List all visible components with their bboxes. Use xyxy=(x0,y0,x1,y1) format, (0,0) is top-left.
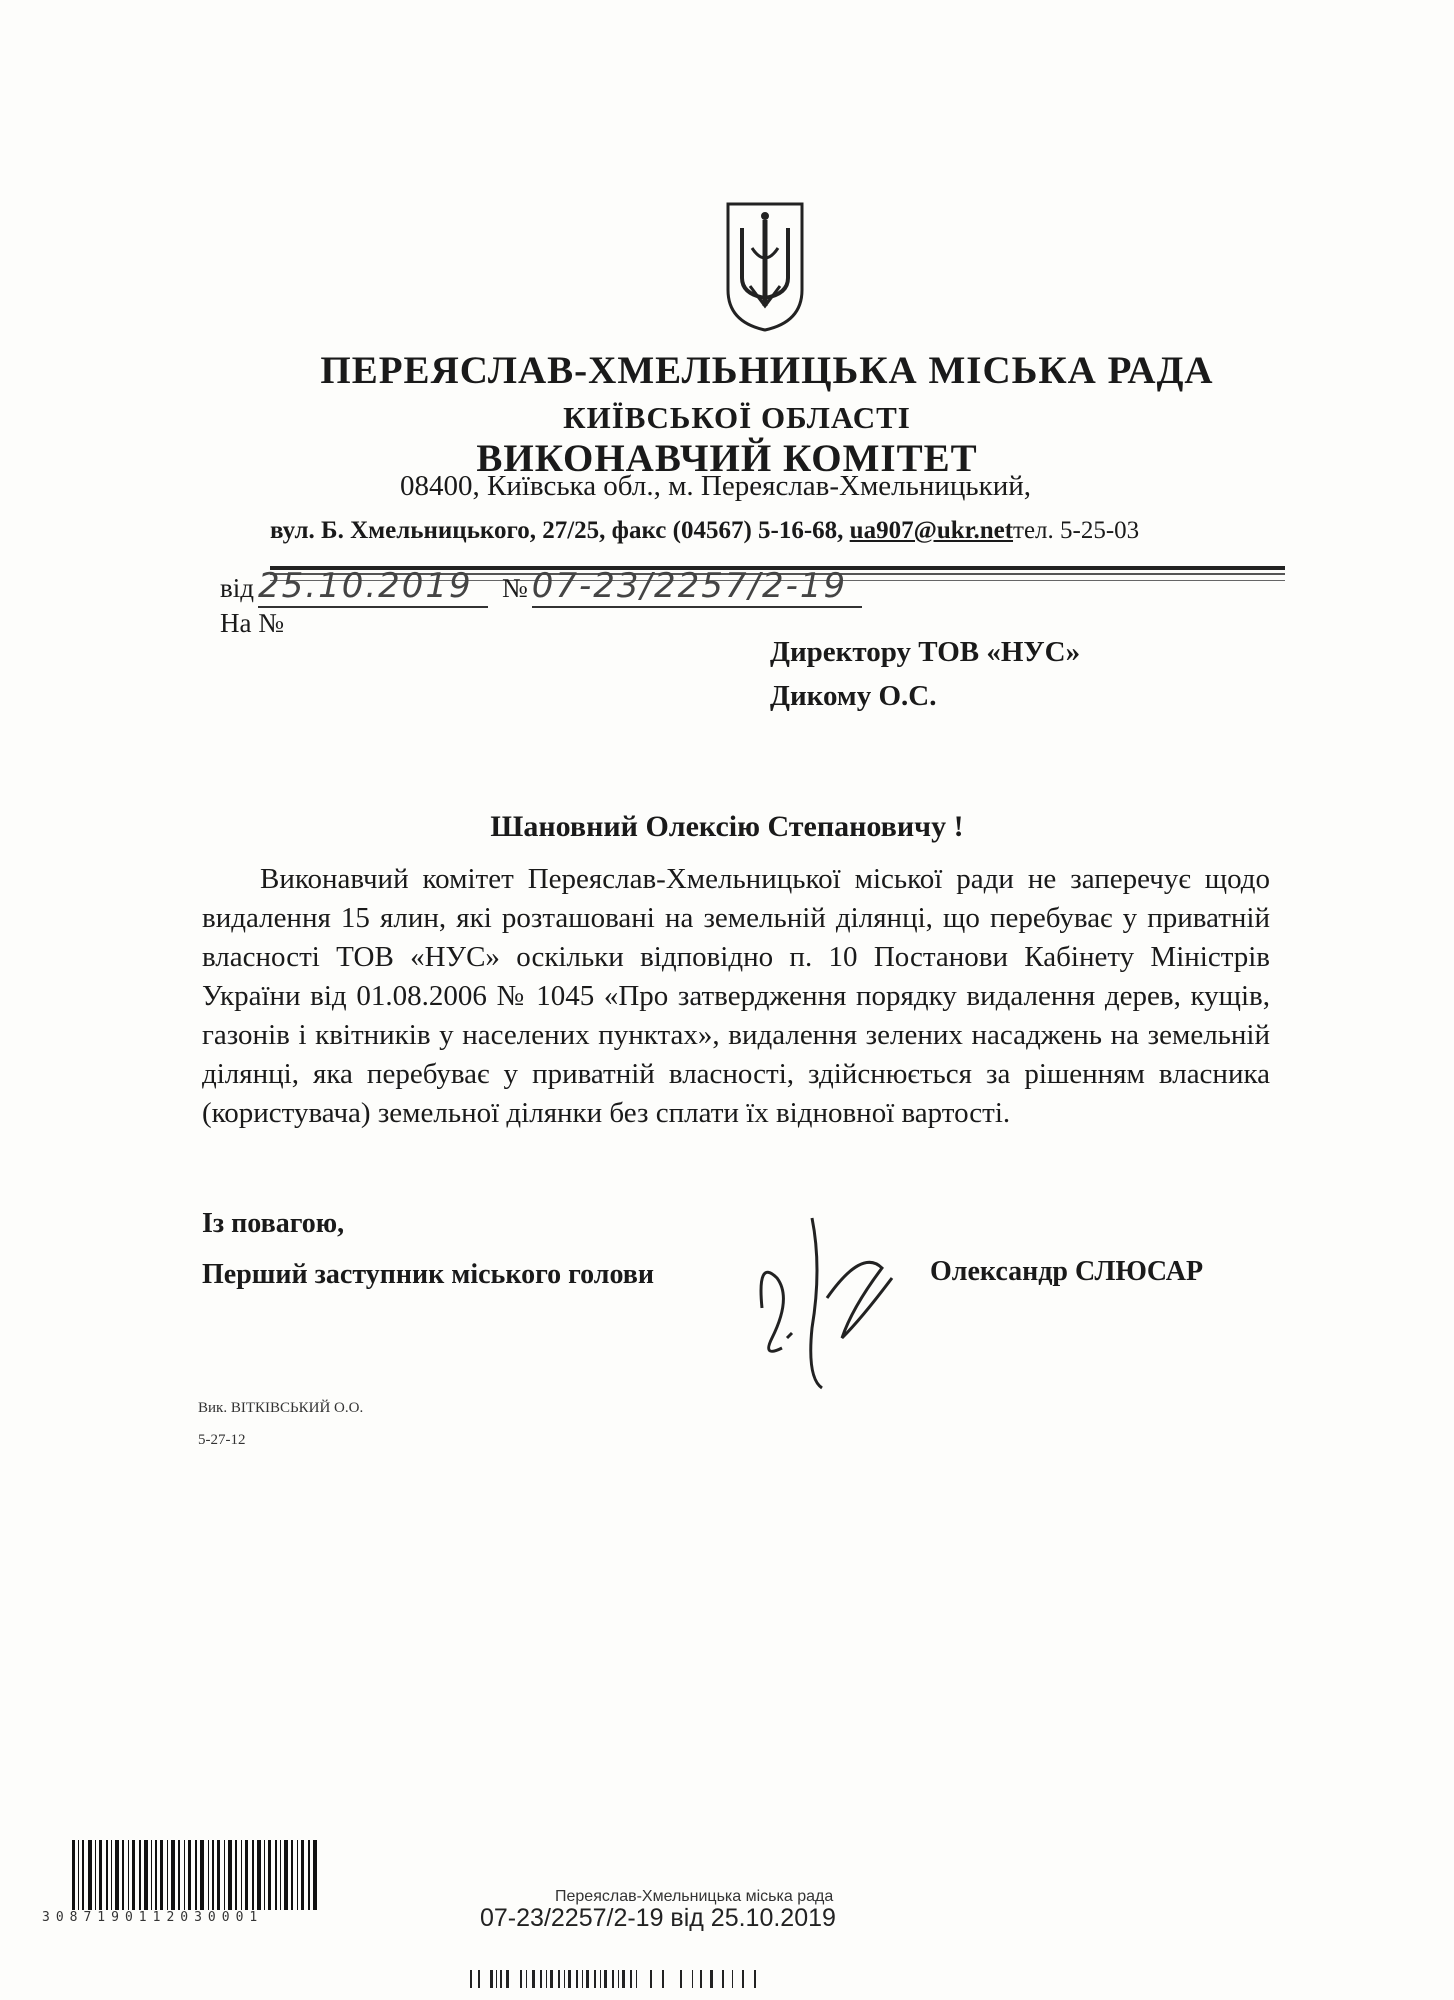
handwritten-signature xyxy=(752,1188,922,1398)
handwritten-date: 25.10.2019 xyxy=(258,566,488,608)
body-paragraph: Виконавчий комітет Переяслав-Хмельницької міської ради не заперечує щодо видалення 15 ялин, які розташовані на земельній ділянці, що перебуває у приватній власності ТОВ «НУС» оскільки відповідно п. 10 Постанови Кабінету Міністрів України від 01.08.2006 № 1045 «Про затвердження порядку видалення дерев, кущів, газонів і квітників у населених пунктах», видалення зелених насаджень на земельній ділянці, яка перебуває у приватній власності, здійснюється за рішенням власника (користувача) земельної ділянки без сплати їх відновної вартості. xyxy=(202,863,1270,1129)
barcode-icon xyxy=(42,1840,342,1910)
closing-block xyxy=(202,1198,654,1300)
handwritten-number: 07-23/2257/2-19 xyxy=(532,566,862,608)
number-label: № xyxy=(502,573,528,603)
address-street-fax: вул. Б. Хмельницького, 27/25, факс (04567) 5-16-68, xyxy=(270,517,844,544)
from-label: від xyxy=(220,573,254,603)
registration-barcode-icon xyxy=(470,1970,830,1988)
registration-number: 07-23/2257/2-19 від 25.10.2019 xyxy=(480,1904,836,1932)
addressee-position: Директору ТОВ «НУС» xyxy=(770,636,1081,668)
addressee-block xyxy=(770,630,1080,718)
address-line-2 xyxy=(270,517,1139,545)
registration-org: Переяслав-Хмельницька міська рада xyxy=(555,1888,834,1905)
coat-of-arms-icon xyxy=(722,198,808,334)
salutation: Шановний Олексію Степановичу ! xyxy=(490,810,964,843)
email-address: ua907@ukr.net xyxy=(849,517,1014,544)
reply-to-label: На № xyxy=(220,608,284,638)
org-name: ПЕРЕЯСЛАВ-ХМЕЛЬНИЦЬКА МІСЬКА РАДА xyxy=(320,349,1214,392)
executor-info xyxy=(198,1392,363,1456)
region-name: КИЇВСЬКОЇ ОБЛАСТІ xyxy=(563,400,911,435)
committee-name: ВИКОНАВЧИЙ КОМІТЕТ xyxy=(476,437,978,480)
closing-regards: Із повагою, xyxy=(202,1208,345,1239)
executor-phone: 5-27-12 xyxy=(198,1432,246,1448)
barcode-number: 3087190112030001 xyxy=(42,1910,264,1925)
signer-name: Олександр СЛЮСАР xyxy=(930,1256,1204,1287)
executor-name: Вик. ВІТКІВСЬКИЙ О.О. xyxy=(198,1400,364,1416)
addressee-name: Дикому О.С. xyxy=(770,680,937,712)
phone-number: тел. 5-25-03 xyxy=(1013,517,1140,544)
reference-line xyxy=(220,566,862,608)
address-line-1: 08400, Київська обл., м. Переяслав-Хмельницький, xyxy=(400,470,1032,502)
signer-position: Перший заступник міського голови xyxy=(202,1259,655,1290)
letter-body xyxy=(202,860,1270,1133)
